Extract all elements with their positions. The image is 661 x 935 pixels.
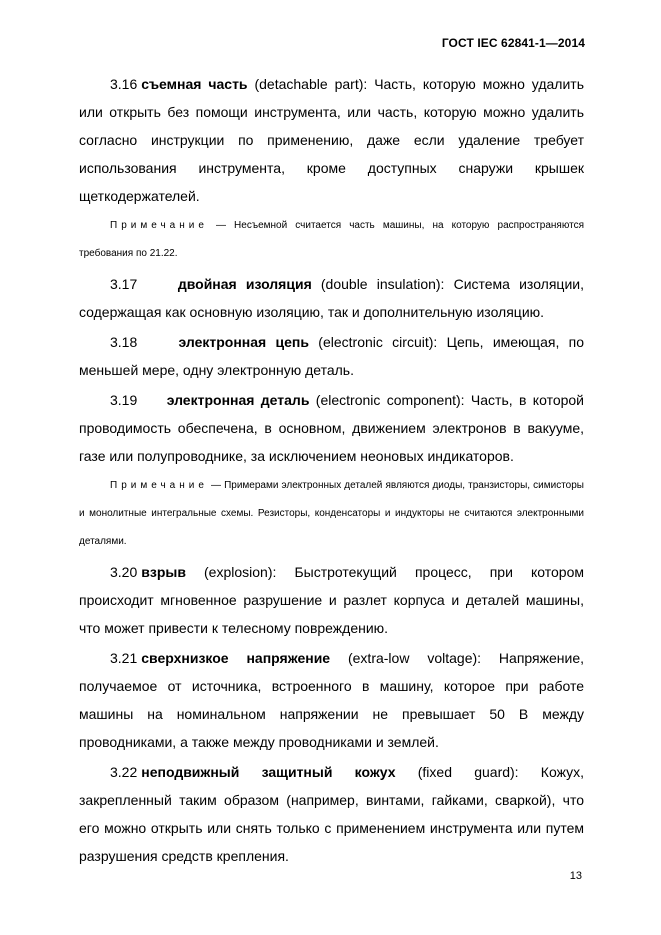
clause-text: (electronic circuit): Цепь, имеющая, по меньшей мере, одну электронную деталь. [79,334,585,378]
clause-3-21 [79,644,584,756]
note-1 [79,212,584,268]
clause-number: 3.17 [110,276,138,292]
clause-text: (explosion): Быстротекущий процесс, при котором происходит мгновенное разрушение и разлет корпуса и деталей машины, что может привести к телесному повреждению. [79,564,584,636]
clause-3-16 [79,70,584,210]
clause-text: (detachable part): Часть, которую можно удалить или открыть без помощи инструмента, или часть, которую можно удалить согласно инструкции по применению, даже если удаление требует использования инструмента, кроме доступных снаружи крышек щеткодержателей. [79,76,584,204]
clause-3-20 [79,558,584,642]
clause-3-19 [79,386,584,470]
clause-term: электронная цепь [178,334,309,350]
clause-number: 3.20 [110,564,138,580]
page-number: 13 [569,870,582,882]
clause-term: двойная изоляция [177,276,312,292]
clause-number: 3.16 [110,76,138,92]
document-code: ГОСТ IEC 62841-1—2014 [441,36,585,50]
clause-number: 3.21 [110,650,138,666]
note-text: — Примерами электронных деталей являются диоды, транзисторы, симисторы и монолитные интегральные схемы. Резисторы, конденсаторы и индукторы не считаются электронными деталями. [79,480,584,547]
note-label: Примечание [110,220,208,231]
clause-number: 3.18 [110,334,138,350]
clause-text: (electronic component): Часть, в которой проводимость обеспечена, в основном, движением электронов в вакууме, газе или полупроводнике, за исключением неоновых индикаторов. [79,392,585,464]
clause-text: (double insulation): Система изоляции, содержащая как основную изоляцию, так и дополнительную изоляцию. [79,276,584,320]
note-text: — Несъемной считается часть машины, на которую распространяются требования по 21.22. [79,220,584,259]
clause-text: (extra-low voltage): Напряжение, получаемое от источника, встроенного в машину, которое при работе машины на номинальном напряжении не превышает 50 В между проводниками, а также между проводниками и землей. [79,650,584,750]
note-label: Примечание [110,480,208,491]
clause-term: взрыв [141,564,186,580]
clause-number: 3.22 [110,764,138,780]
clause-term: электронная деталь [166,392,310,408]
clause-number: 3.19 [110,392,138,408]
note-2 [79,472,584,556]
clause-text: (fixed guard): Кожух, закрепленный таким образом (например, винтами, гайками, сваркой), что его можно открыть или снять только с применением инструмента или путем разрушения средств крепления. [79,764,584,864]
clause-3-17 [79,270,584,326]
clause-3-22 [79,758,584,870]
clause-term: съемная часть [141,76,248,92]
clause-term: сверхнизкое напряжение [141,650,331,666]
clause-3-18 [79,328,584,384]
document-body [79,70,584,870]
clause-term: неподвижный защитный кожух [141,764,396,780]
